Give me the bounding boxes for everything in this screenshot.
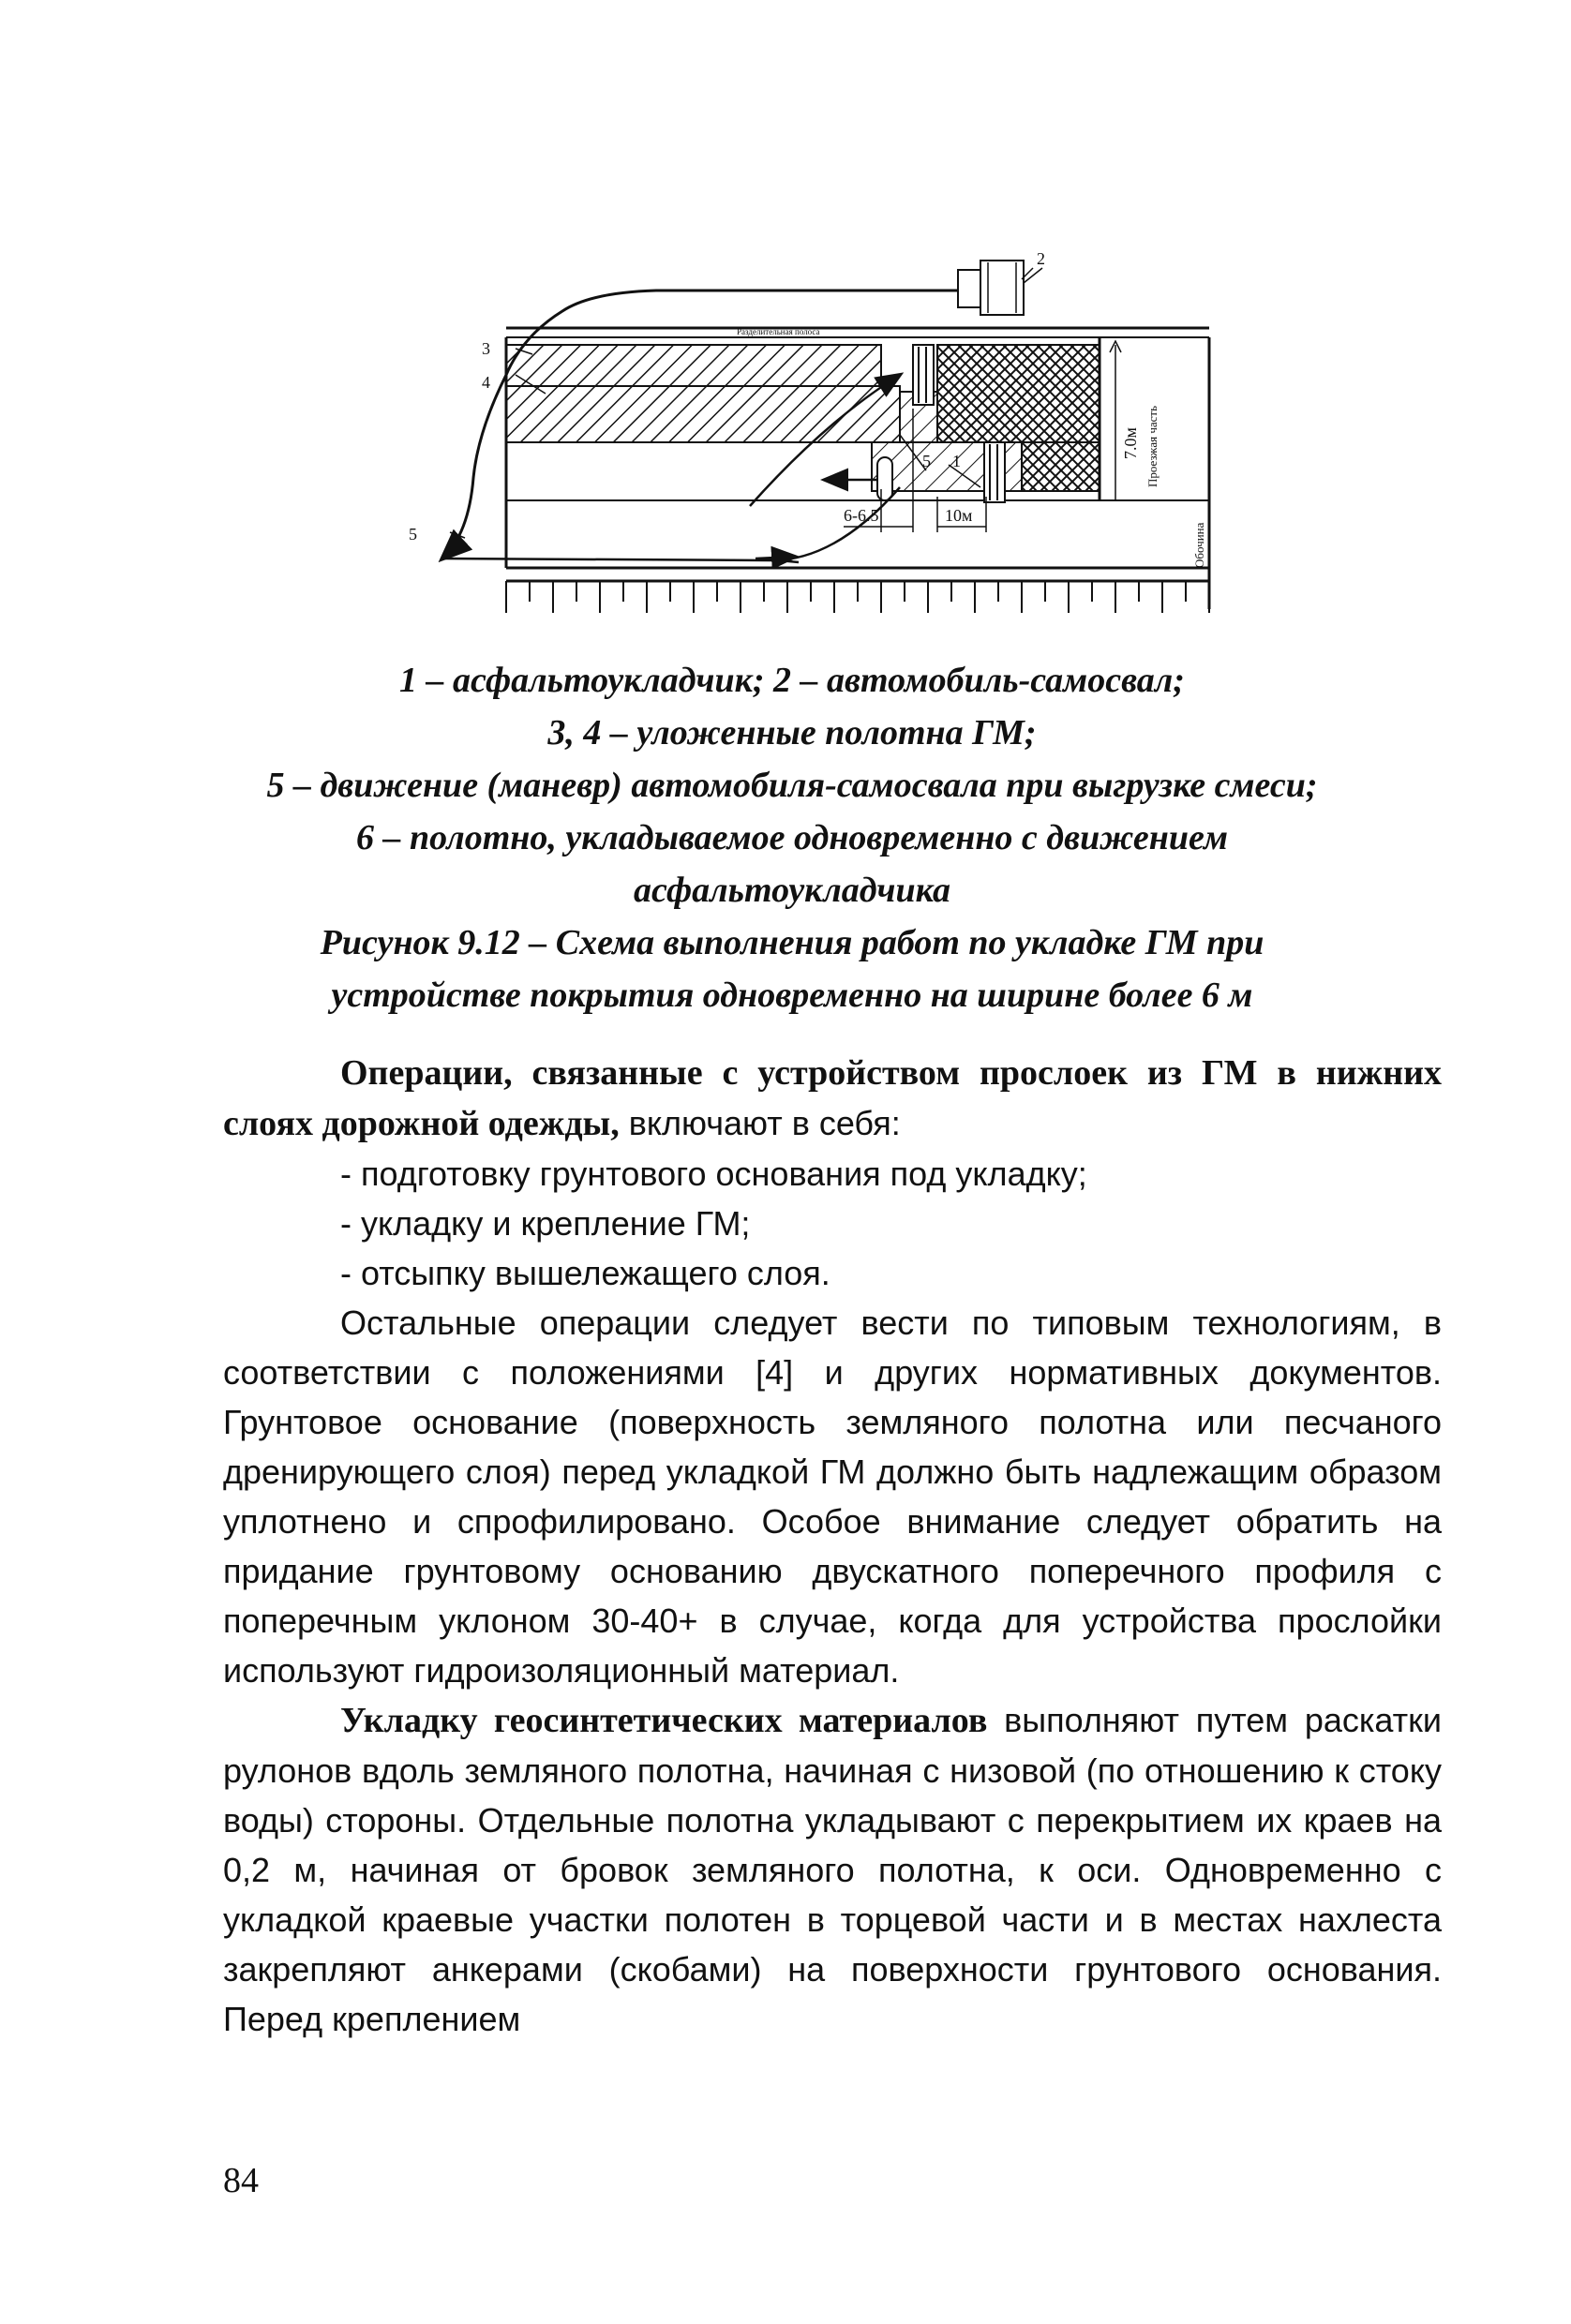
paragraph-3-rest: выполняют путем раскатки рулонов вдоль земляного полотна, начиная с низовой (по отношению к стоку воды) стороны. Отдельные полотна укладывают с перекрытием их краев на 0,2 м, начиная от бровок земляного полотна, к оси. Одновременно с укладкой краевые участки полотен в торцевой части и в местах нахлеста закрепляют анкерами (скобами) на поверхности грунтового основания. Перед креплением [223,1701,1442,2038]
figure-caption [206,654,1378,1021]
label-5: 5 [409,525,417,544]
paragraph-3 [223,1695,1442,2044]
caption-line: 6 – полотно, укладываемое одновременно с движением [356,818,1228,857]
paragraph-3-bold: Укладку геосинтетических материалов [340,1701,988,1740]
label-2: 2 [1037,249,1045,268]
list-item: - подготовку грунтового основания под укладку; [340,1155,1087,1193]
dimension-width [1110,341,1206,568]
label-3: 3 [482,339,490,358]
caption-line: 1 – асфальтоукладчик; 2 – автомобиль-самосвал; [399,661,1185,700]
dimension-10m [937,497,986,532]
label-1: 1 [952,452,961,470]
paragraph-1 [223,1048,1442,1149]
tick-ruler [506,581,1209,613]
label-shoulder: Обочина [1192,522,1206,568]
list-item: - укладку и крепление ГМ; [340,1204,751,1243]
label-4: 4 [482,373,490,392]
page-number: 84 [223,2161,259,2200]
figure-title-line: Рисунок 9.12 – Схема выполнения работ по укладке ГМ при [320,923,1264,962]
asphalt-paver-upper [913,345,934,405]
caption-line: асфальтоукладчика [634,871,950,910]
paragraph-1-bold: Операции, связанные с устройством прослоек из ГМ в нижних слоях дорожной одежды, [223,1053,1442,1143]
label-dim-width: 7.0м [1121,427,1140,459]
paragraph-2: Остальные операции следует вести по типовым технологиям, в соответствии с положениями [4] и других нормативных документов. Грунтовое основание (поверхность земляного полотна или песчаного дренирующего слоя) перед укладкой ГМ должно быть надлежащим образом уплотнено и спрофилировано. Особое внимание следует обратить на придание грунтовому основанию двускатного поперечного профиля с поперечным уклоном 30-40+ в случае, когда для устройства прослойки используют гидроизоляционный материал. [223,1304,1442,1690]
label-dim-gap: 6-6.5 [844,506,879,525]
dump-truck-2 [958,261,1042,315]
pavement-upper [937,345,1100,442]
figure-title-line: устройстве покрытия одновременно на ширине более 6 м [331,976,1253,1015]
pavement-lower [1022,442,1100,491]
dump-truck-small [877,457,892,500]
body-text [223,1048,1442,2044]
figure-scheme [375,234,1256,618]
list-item: - отсыпку вышележащего слоя. [340,1254,830,1292]
label-dim-10m: 10м [945,506,973,525]
caption-line: 3, 4 – уложенные полотна ГМ; [547,713,1037,752]
paragraph-1-rest: включают в себя: [619,1104,901,1142]
label-5b: 5 [922,452,931,470]
gm-sheet-3 [506,345,881,386]
scheme-diagram [375,234,1256,618]
gm-sheet-4 [506,386,900,442]
label-top-strip: Разделительная полоса [737,327,820,336]
caption-line: 5 – движение (маневр) автомобиля-самосвала при выгрузке смеси; [266,766,1318,805]
asphalt-paver-lower [984,442,1005,502]
label-road-part: Проезжая часть [1145,405,1160,487]
